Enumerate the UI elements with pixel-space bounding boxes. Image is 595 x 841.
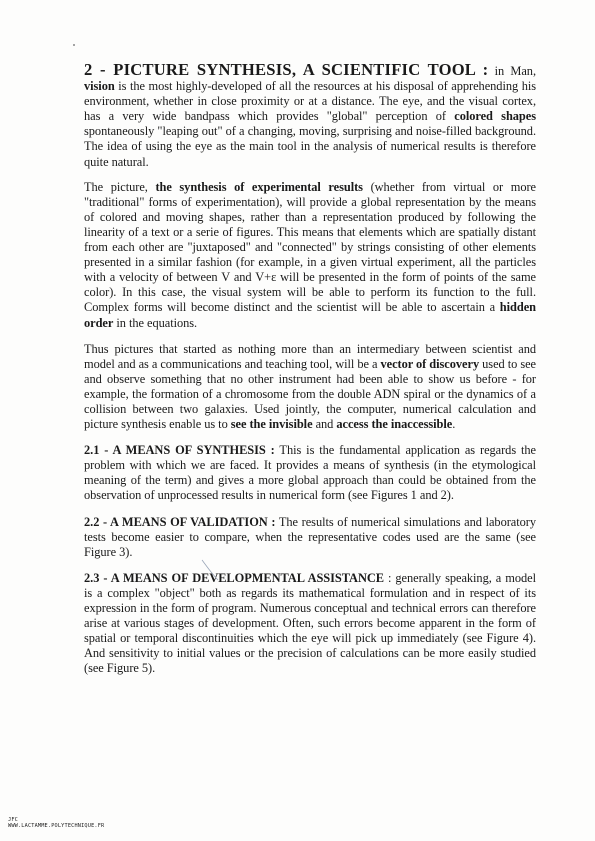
pencil-mark [200, 558, 230, 588]
document-body [84, 62, 536, 687]
section-heading-2-2: 2.2 - A MEANS OF VALIDATION : [84, 514, 276, 529]
section-2-3: 2.3 - A MEANS OF DEVELOPMENTAL ASSISTANCE : generally speaking, a model is a complex "object" both as regards its mathematical formulation and in respect of its expression in the form of program. Numerous conceptual and technical errors can therefore arise at various stages of development. Often, such errors become apparent in the form of spatial or temporal discontinuities which the eye will pick up immediately (see Figure 4). And sensitivity to initial values or the precision of calculations can be more easily studied (see Figure 5). [84, 570, 536, 676]
archive-stamp: JFC WWW.LACTAMME.POLYTECHNIQUE.FR [8, 817, 105, 829]
scan-speck [73, 44, 75, 46]
section-heading-2-1: 2.1 - A MEANS OF SYNTHESIS : [84, 443, 275, 458]
section-heading-2-3: 2.3 - A MEANS OF DEVELOPMENTAL ASSISTANCE [84, 570, 384, 585]
paragraph-picture: The picture, the synthesis of experimental results (whether from virtual or more "traditional" forms of experimentation), will provide a global representation by the means of colored and moving shapes, rather than a representation produced by following the linearity of a text or a serie of figures. This means that elements which are spatially distant from each other are "juxtaposed" and "connected" by strings consisting of other elements presented in a similar fashion (for example, in a given virtual experiment, all the particles with a velocity of between V and V+ε will be presented in the form of points of the same color). In this case, the visual system will be able to perform its function to the full. Complex forms will become distinct and the scientist will be able to ascertain a hidden order in the equations. [84, 179, 537, 330]
section-2-2: 2.2 - A MEANS OF VALIDATION : The results of numerical simulations and laboratory tests become easier to compare, when the representative codes used are the same (see Figure 3). [84, 514, 536, 559]
paragraph-intro: 2 - PICTURE SYNTHESIS, A SCIENTIFIC TOOL : in Man, vision is the most highly-developed of all the resources at his disposal of apprehending his environment, whether in close proximity or at a distance. The eye, and the visual cortex, has a very wide bandpass which provides "global" perception of colored shapes spontaneously "leaping out" of a changing, moving, surprising and noise-filled background. The idea of using the eye as the main tool in the analysis of numerical results is therefore quite natural. [84, 60, 536, 169]
paragraph-thus: Thus pictures that started as nothing more than an intermediary between scientist and model and as a communications and teaching tool, will be a vector of discovery used to see and observe something that no other instrument had been able to show us before - for example, the formation of a chromosome from the double ADN spiral or the dynamics of a collision between two galaxies. Used jointly, the computer, numerical calculation and picture synthesis enable us to see the invisible and access the inaccessible. [84, 341, 536, 432]
section-2-1: 2.1 - A MEANS OF SYNTHESIS : This is the fundamental application as regards the problem with which we are faced. It provides a means of synthesis (in the etymological meaning of the term) and gives a more global approach than could be obtained from the observation of unprocessed results in numerical form (see Figures 1 and 2). [84, 443, 537, 503]
section-heading-2: 2 - PICTURE SYNTHESIS, A SCIENTIFIC TOOL : [84, 60, 489, 79]
